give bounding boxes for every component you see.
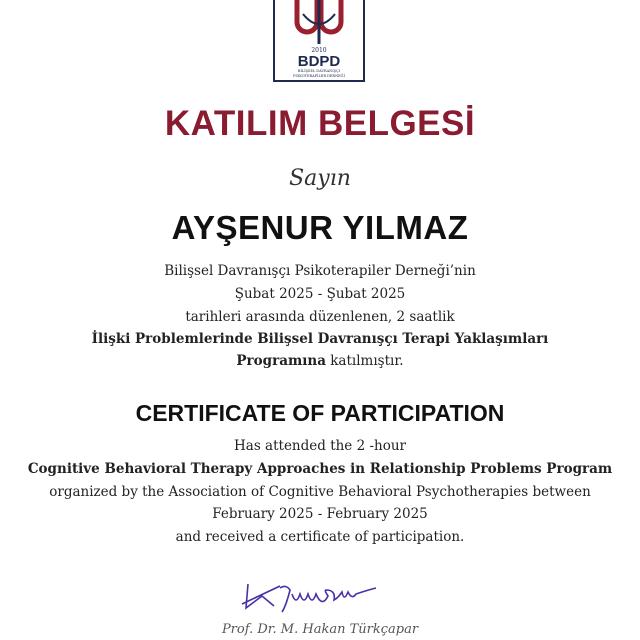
svg-text:2010: 2010 xyxy=(311,47,327,54)
en-line-3: organized by the Association of Cognitive Behavioral Psychotherapies between xyxy=(49,484,591,500)
en-line-5: and received a certificate of participation. xyxy=(175,529,465,545)
en-program-name: Cognitive Behavioral Therapy Approaches in Relationship Problems Program xyxy=(27,461,613,477)
svg-text:BDPD: BDPD xyxy=(297,53,341,70)
tr-line-2: Şubat 2025 - Şubat 2025 xyxy=(234,286,406,302)
svg-text:BİLİŞSEL DAVRANIŞÇI: BİLİŞSEL DAVRANIŞÇI xyxy=(297,69,341,73)
en-line-1: Has attended the 2 -hour xyxy=(234,438,406,454)
psi-logo-icon xyxy=(275,0,363,80)
signer-name: Prof. Dr. M. Hakan Türkçapar xyxy=(221,622,419,637)
tr-program-name: İlişki Problemlerinde Bilişsel Davranışçı Terapi Yaklaşımları xyxy=(91,331,549,347)
certificate-title-tr: KATILIM BELGESİ xyxy=(164,104,476,143)
salutation: Sayın xyxy=(289,166,351,191)
bdpd-logo xyxy=(273,0,365,82)
tr-line-5 xyxy=(0,350,640,372)
certificate-title-en: CERTIFICATE OF PARTICIPATION xyxy=(135,400,505,426)
signature-image xyxy=(240,576,400,616)
recipient-name: AYŞENUR YILMAZ xyxy=(171,209,469,246)
en-line-4: February 2025 - February 2025 xyxy=(212,506,428,522)
svg-text:PSİKOTERAPİLER DERNEĞİ: PSİKOTERAPİLER DERNEĞİ xyxy=(293,74,345,78)
tr-line-1: Bilişsel Davranışçı Psikoterapiler Derneği’nin xyxy=(164,263,476,279)
tr-line-5-rest: katılmıştır. xyxy=(325,353,404,369)
tr-line-3: tarihleri arasında düzenlenen, 2 saatlik xyxy=(185,309,455,325)
tr-program-suffix: Programına xyxy=(236,353,326,369)
